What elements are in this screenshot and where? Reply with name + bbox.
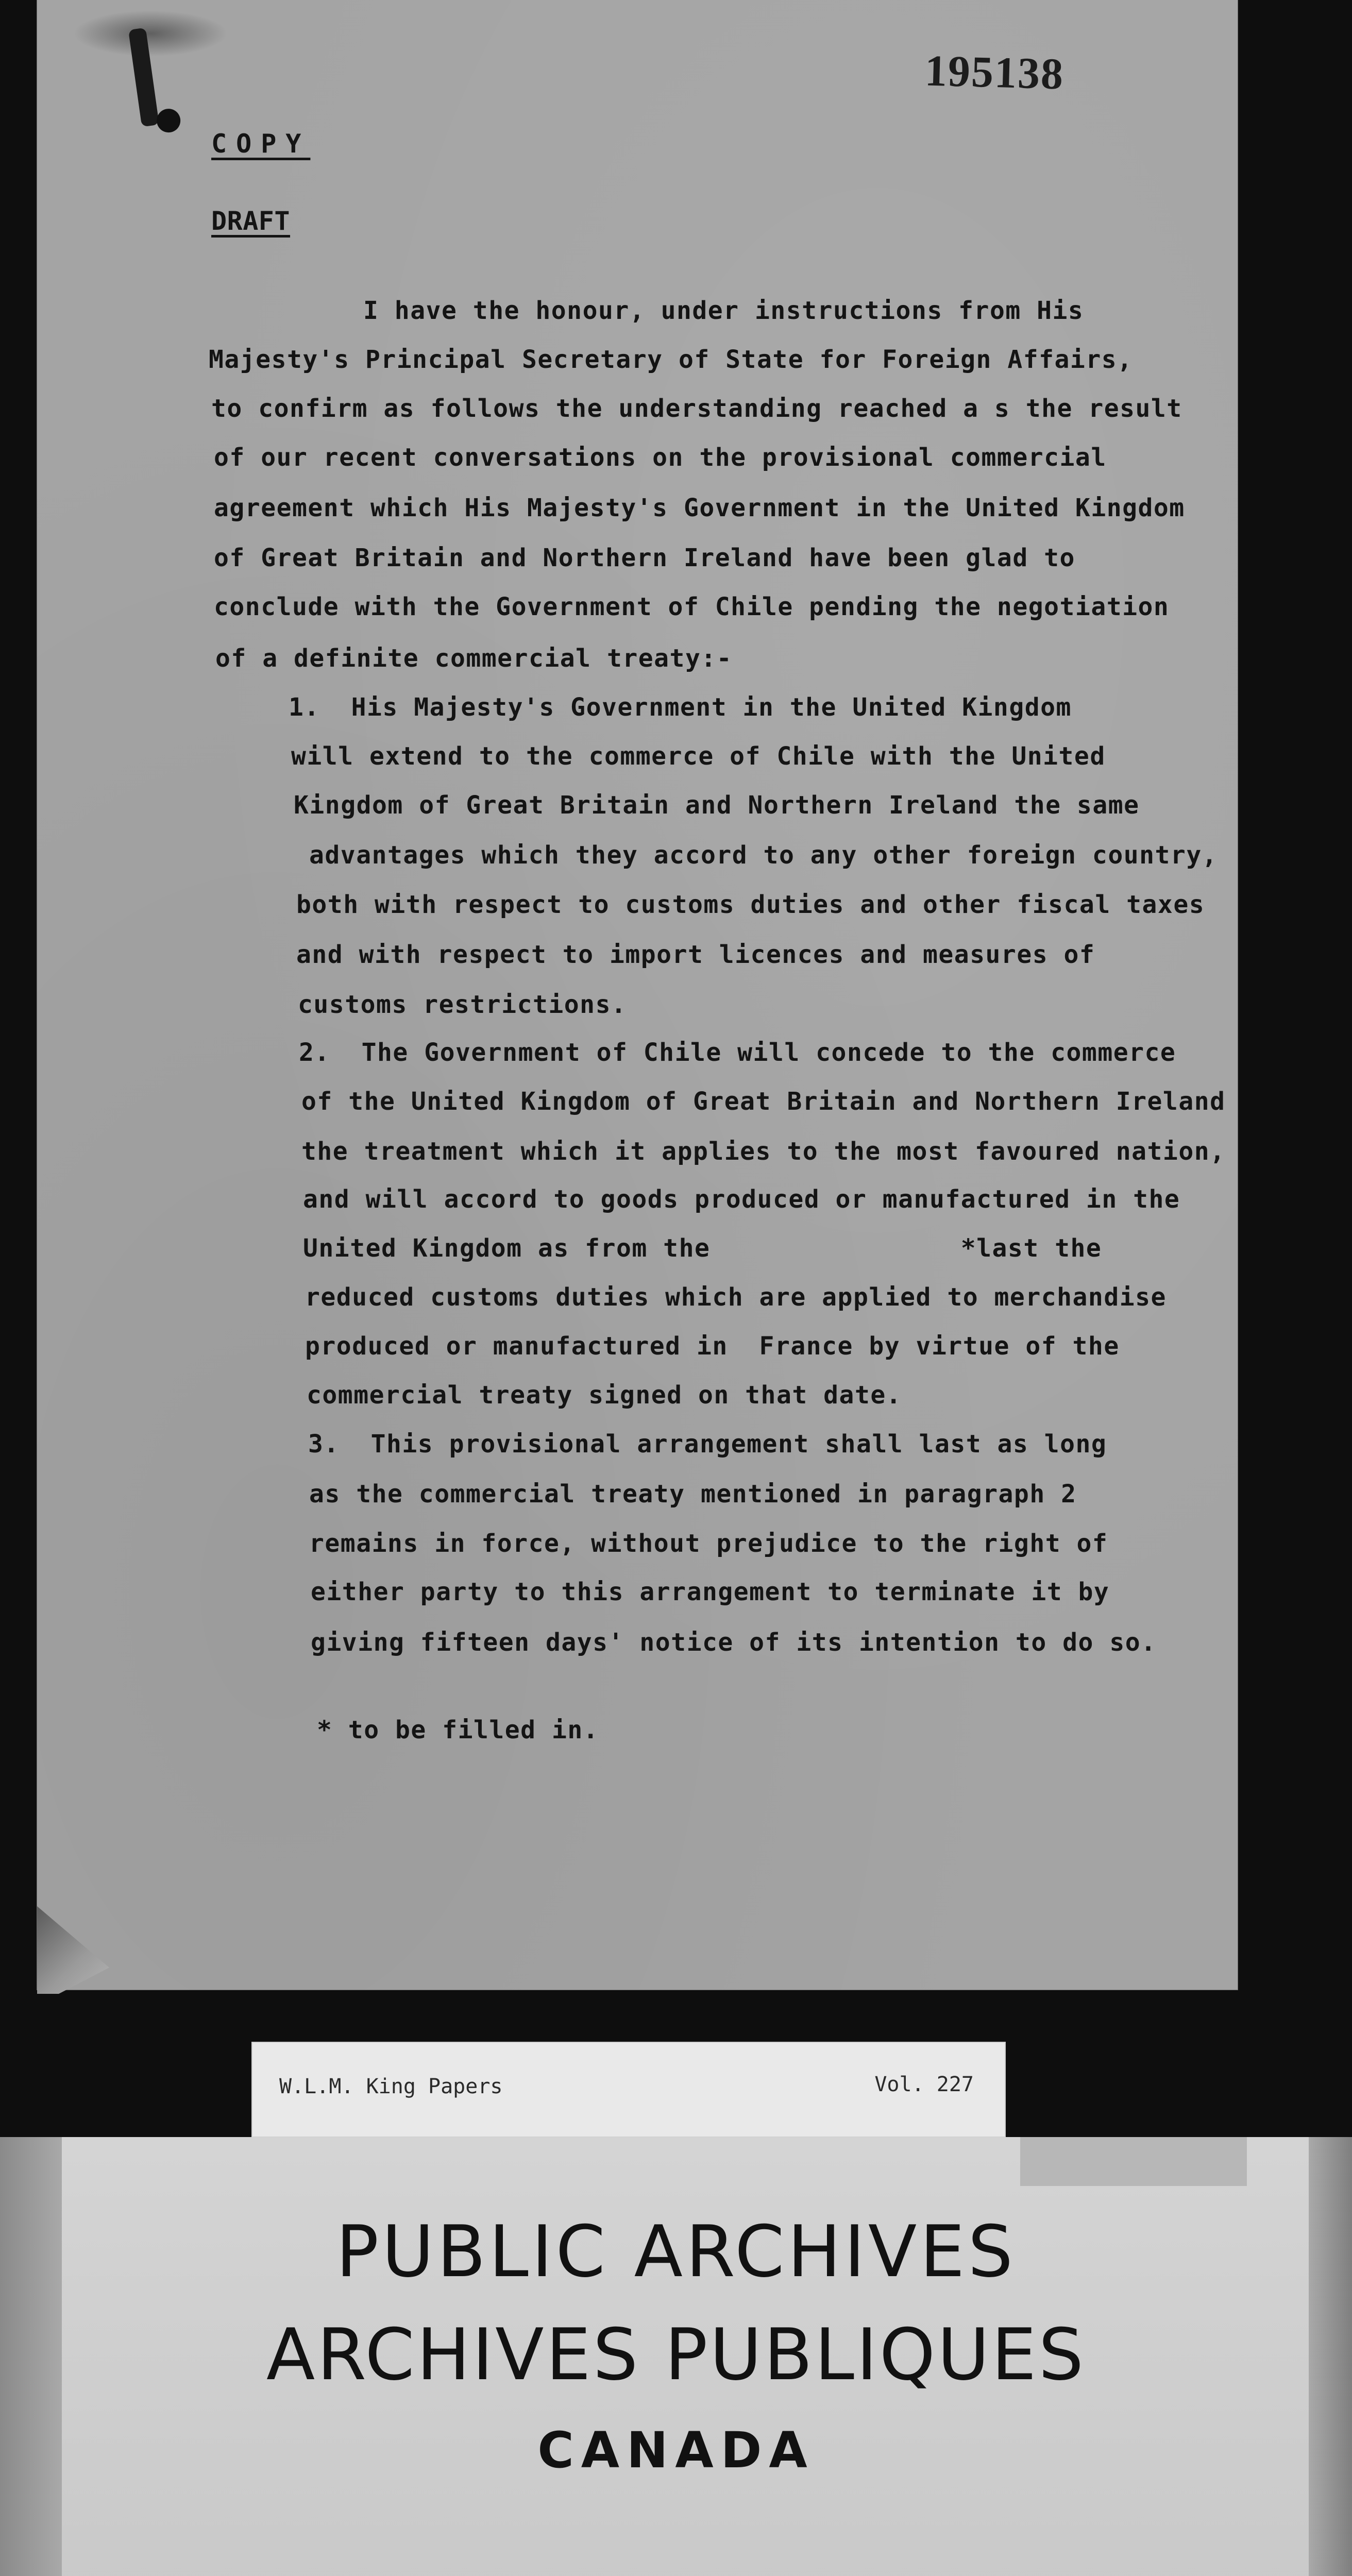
- collection-label: W.L.M. King Papers: [279, 2075, 503, 2098]
- archives-title-english: PUBLIC ARCHIVES: [335, 2210, 1017, 2293]
- volume-label: Vol. 227: [874, 2073, 974, 2096]
- body-line: agreement which His Majesty's Government in the United Kingdom: [214, 494, 1185, 522]
- copy-heading: COPY: [211, 129, 311, 159]
- archive-label-strip: [252, 2043, 1005, 2137]
- paragraph-2-line: commercial treaty signed on that date.: [307, 1381, 902, 1410]
- board-tab: [1020, 2137, 1247, 2186]
- paragraph-2-line: produced or manufactured in France by virtue of the: [305, 1332, 1120, 1361]
- archives-title-french: ARCHIVES PUBLIQUES: [266, 2313, 1086, 2396]
- footnote: * to be filled in.: [317, 1716, 599, 1744]
- pin-shadow: [73, 10, 228, 57]
- paragraph-2-line: reduced customs duties which are applied to merchandise: [305, 1283, 1167, 1312]
- body-line: of a definite commercial treaty:-: [215, 644, 733, 673]
- folded-corner: [37, 1906, 109, 1994]
- body-line: conclude with the Government of Chile pending the negotiation: [214, 592, 1170, 621]
- paragraph-1-line: Kingdom of Great Britain and Northern Ireland the same: [294, 791, 1140, 820]
- paragraph-2-line: the treatment which it applies to the most favoured nation,: [301, 1137, 1226, 1166]
- paragraph-2-line: of the United Kingdom of Great Britain and Northern Ireland: [301, 1087, 1226, 1116]
- paragraph-3-line: 3. This provisional arrangement shall last as long: [308, 1430, 1107, 1459]
- body-line: to confirm as follows the understanding reached a s the result: [211, 394, 1182, 423]
- paragraph-1-line: advantages which they accord to any other foreign country,: [309, 841, 1218, 870]
- document-number: 195138: [924, 45, 1065, 99]
- body-line: of our recent conversations on the provisional commercial: [214, 443, 1107, 472]
- draft-heading: DRAFT: [211, 206, 291, 236]
- paragraph-2-line: United Kingdom as from the *last the: [303, 1234, 1102, 1263]
- body-line: of Great Britain and Northern Ireland have been glad to: [214, 544, 1075, 572]
- paragraph-2-line: and will accord to goods produced or manufactured in the: [303, 1185, 1180, 1214]
- body-line: Majesty's Principal Secretary of State for Foreign Affairs,: [209, 345, 1133, 374]
- paragraph-1-line: and with respect to import licences and measures of: [296, 940, 1095, 969]
- paragraph-3-line: remains in force, without prejudice to the right of: [309, 1529, 1108, 1558]
- paragraph-1-line: 1. His Majesty's Government in the United Kingdom: [289, 693, 1072, 722]
- body-line: I have the honour, under instructions from His: [363, 296, 1084, 325]
- paragraph-1-line: will extend to the commerce of Chile with the United: [291, 742, 1106, 771]
- archives-country: CANADA: [537, 2421, 815, 2479]
- paragraph-3-line: either party to this arrangement to terminate it by: [311, 1578, 1110, 1606]
- paragraph-2-line: 2. The Government of Chile will concede to the commerce: [299, 1038, 1176, 1067]
- paragraph-3-line: as the commercial treaty mentioned in paragraph 2: [309, 1480, 1077, 1509]
- paragraph-1-line: both with respect to customs duties and other fiscal taxes: [296, 890, 1205, 919]
- paragraph-1-line: customs restrictions.: [298, 990, 627, 1019]
- paragraph-3-line: giving fifteen days' notice of its intention to do so.: [311, 1628, 1157, 1657]
